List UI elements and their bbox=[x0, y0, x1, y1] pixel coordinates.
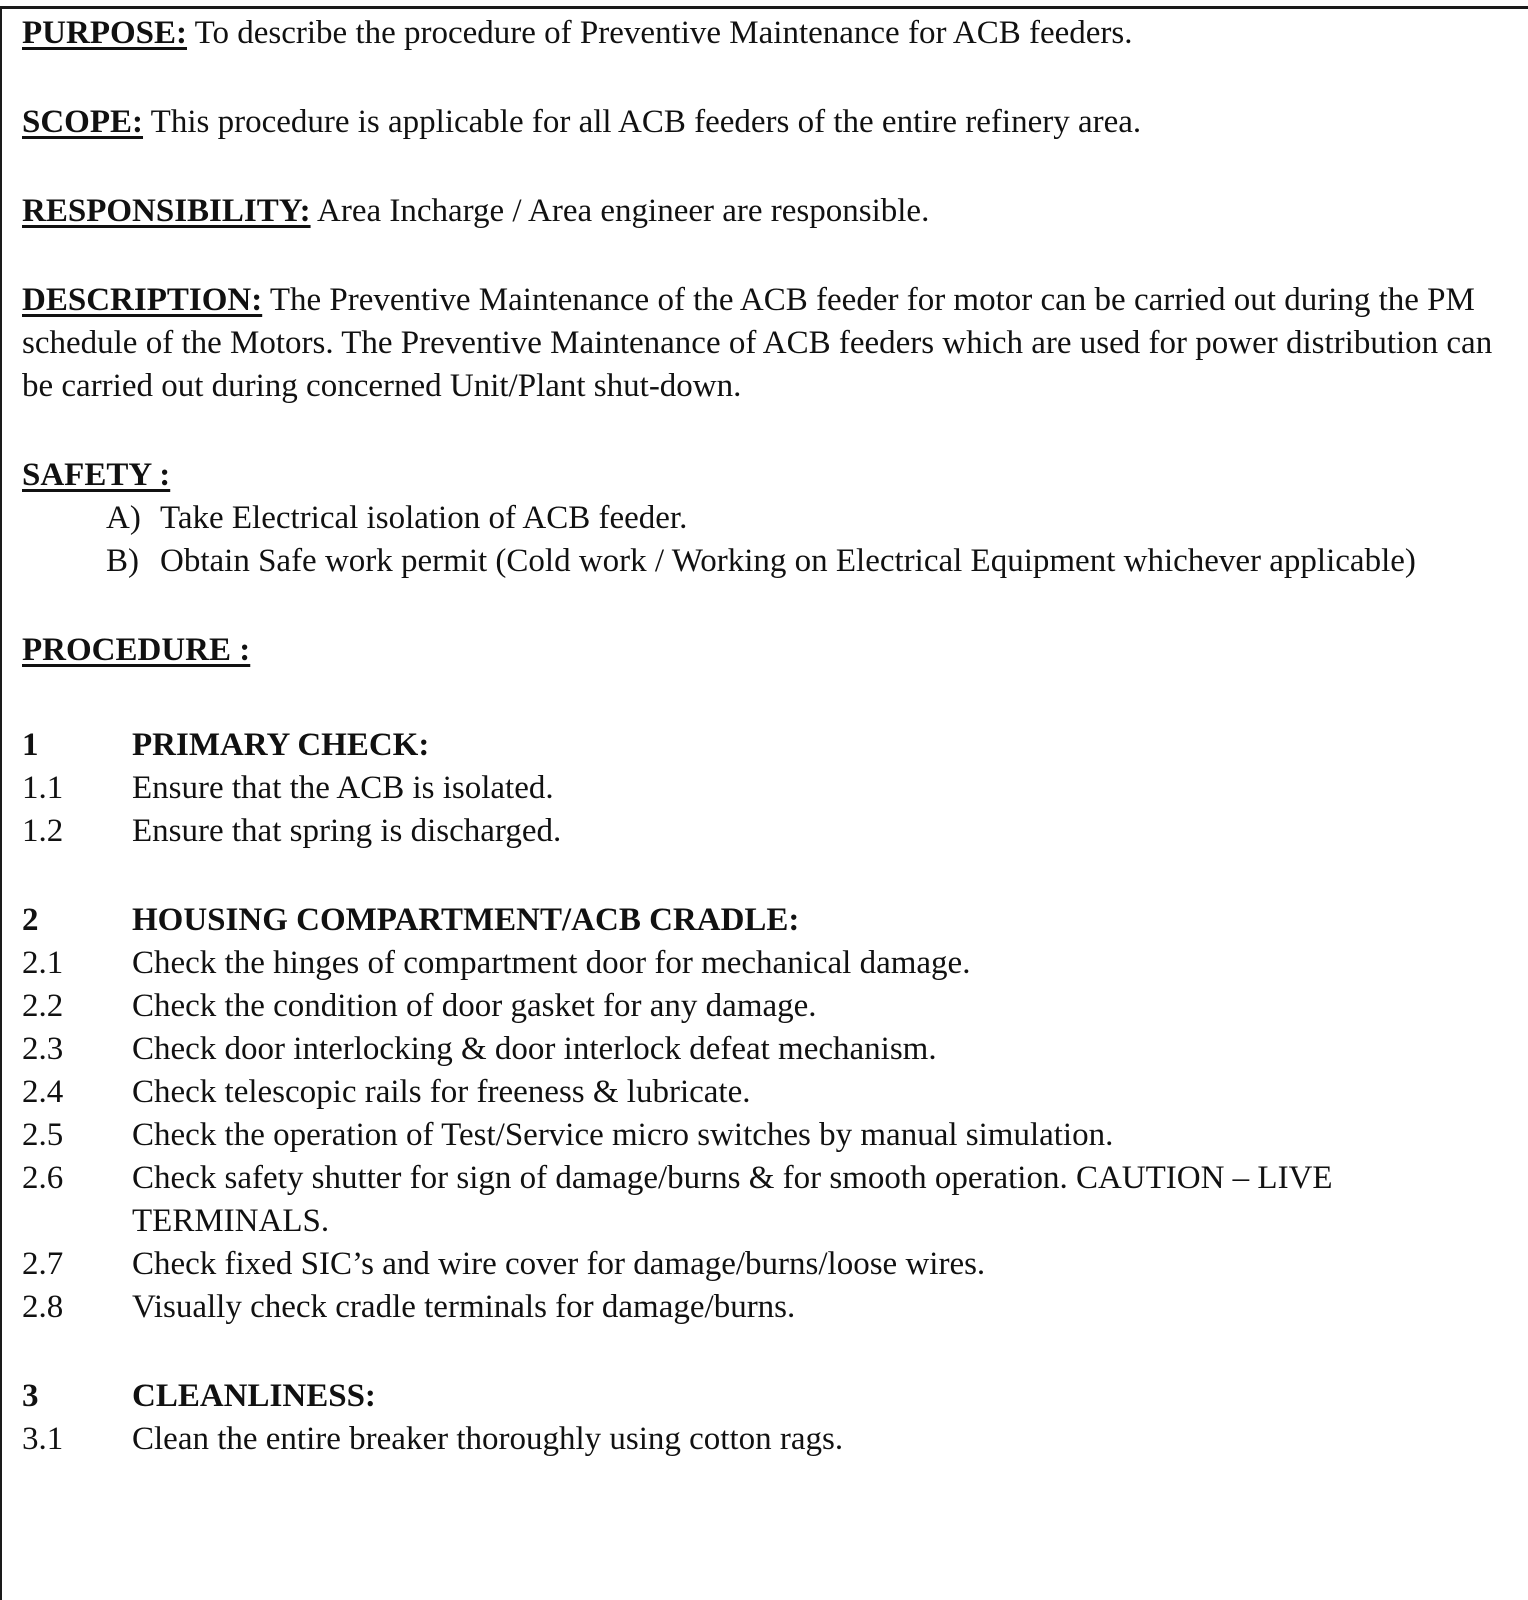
procedure-section bbox=[22, 629, 1502, 1461]
responsibility-heading: RESPONSIBILITY: bbox=[22, 193, 311, 229]
procedure-step bbox=[22, 1286, 1502, 1329]
step-group-number: 2 bbox=[22, 902, 39, 938]
step-group-title-row bbox=[22, 899, 1502, 942]
document-body bbox=[22, 12, 1502, 1461]
top-border-rule bbox=[0, 6, 1528, 9]
step-text: Ensure that the ACB is isolated. bbox=[132, 770, 554, 806]
step-text: Check door interlocking & door interlock defeat mechanism. bbox=[132, 1031, 937, 1067]
step-text: Check safety shutter for sign of damage/burns & for smooth operation. CAUTION – LIVE TERMINALS. bbox=[132, 1160, 1333, 1239]
step-group-title-row bbox=[22, 1375, 1502, 1418]
procedure-step bbox=[22, 1071, 1502, 1114]
procedure-step bbox=[22, 1157, 1502, 1243]
step-text: Visually check cradle terminals for damage/burns. bbox=[132, 1289, 796, 1325]
purpose-paragraph bbox=[22, 12, 1502, 55]
spacer bbox=[22, 672, 1502, 724]
description-paragraph bbox=[22, 279, 1502, 408]
step-number: 2.3 bbox=[22, 1031, 64, 1067]
safety-item-text: Take Electrical isolation of ACB feeder. bbox=[160, 500, 688, 536]
step-number: 1.2 bbox=[22, 813, 64, 849]
step-text: Check fixed SIC’s and wire cover for damage/burns/loose wires. bbox=[132, 1246, 986, 1282]
procedure-step-group bbox=[22, 899, 1502, 1329]
procedure-step bbox=[22, 767, 1502, 810]
step-number: 2.1 bbox=[22, 945, 64, 981]
step-group-title: PRIMARY CHECK: bbox=[132, 727, 430, 763]
step-number: 2.6 bbox=[22, 1160, 64, 1196]
step-group-title: HOUSING COMPARTMENT/ACB CRADLE: bbox=[132, 902, 800, 938]
step-number: 1.1 bbox=[22, 770, 64, 806]
procedure-step bbox=[22, 942, 1502, 985]
step-number: 3.1 bbox=[22, 1421, 64, 1457]
responsibility-paragraph bbox=[22, 190, 1502, 233]
purpose-heading: PURPOSE: bbox=[22, 15, 187, 51]
step-text: Check the hinges of compartment door for mechanical damage. bbox=[132, 945, 971, 981]
step-text: Clean the entire breaker thoroughly using cotton rags. bbox=[132, 1421, 844, 1457]
responsibility-text: Area Incharge / Area engineer are responsible. bbox=[310, 193, 930, 229]
step-text: Check the operation of Test/Service micro switches by manual simulation. bbox=[132, 1117, 1114, 1153]
safety-heading: SAFETY : bbox=[22, 457, 171, 493]
procedure-step-group bbox=[22, 724, 1502, 853]
procedure-step bbox=[22, 810, 1502, 853]
description-text: The Preventive Maintenance of the ACB feeder for motor can be carried out during the PM schedule of the Motors. The Preventive Maintenance of ACB feeders which are used for power distribution can be carried out during concerned Unit/Plant shut-down. bbox=[22, 282, 1493, 404]
step-group-number: 1 bbox=[22, 727, 39, 763]
description-heading: DESCRIPTION: bbox=[22, 282, 263, 318]
step-text: Ensure that spring is discharged. bbox=[132, 813, 562, 849]
procedure-step bbox=[22, 1028, 1502, 1071]
scope-heading: SCOPE: bbox=[22, 104, 144, 140]
safety-item-marker: B) bbox=[106, 543, 139, 579]
step-text: Check the condition of door gasket for any damage. bbox=[132, 988, 817, 1024]
step-number: 2.5 bbox=[22, 1117, 64, 1153]
procedure-step-group bbox=[22, 1375, 1502, 1461]
safety-item-marker: A) bbox=[106, 500, 141, 536]
safety-item-text: Obtain Safe work permit (Cold work / Working on Electrical Equipment whichever applicable) bbox=[160, 543, 1416, 579]
step-group-title-row bbox=[22, 724, 1502, 767]
spacer bbox=[22, 853, 1502, 899]
step-number: 2.8 bbox=[22, 1289, 64, 1325]
procedure-heading: PROCEDURE : bbox=[22, 632, 251, 668]
purpose-text: To describe the procedure of Preventive Maintenance for ACB feeders. bbox=[187, 15, 1133, 51]
safety-list bbox=[22, 497, 1502, 583]
step-number: 2.7 bbox=[22, 1246, 64, 1282]
spacer bbox=[22, 1329, 1502, 1375]
scope-paragraph bbox=[22, 101, 1502, 144]
procedure-step bbox=[22, 1418, 1502, 1461]
step-number: 2.4 bbox=[22, 1074, 64, 1110]
step-text: Check telescopic rails for freeness & lubricate. bbox=[132, 1074, 751, 1110]
scope-text: This procedure is applicable for all ACB feeders of the entire refinery area. bbox=[143, 104, 1142, 140]
procedure-step bbox=[22, 1243, 1502, 1286]
procedure-step bbox=[22, 985, 1502, 1028]
step-group-number: 3 bbox=[22, 1378, 39, 1414]
safety-item bbox=[22, 540, 1502, 583]
step-number: 2.2 bbox=[22, 988, 64, 1024]
left-border-rule bbox=[0, 6, 2, 1600]
step-group-title: CLEANLINESS: bbox=[132, 1378, 376, 1414]
procedure-step bbox=[22, 1114, 1502, 1157]
safety-section bbox=[22, 454, 1502, 583]
safety-item bbox=[22, 497, 1502, 540]
